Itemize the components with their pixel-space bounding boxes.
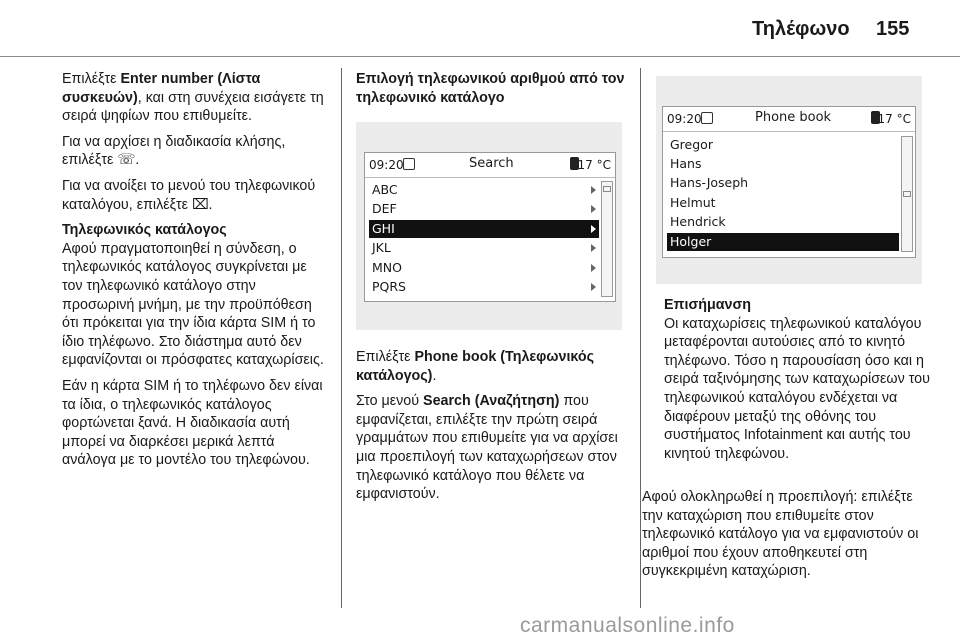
column-2	[356, 70, 626, 107]
column-1	[62, 70, 328, 477]
scrollbar[interactable]	[901, 136, 913, 252]
timer-icon	[701, 112, 713, 124]
phonebook-screen-header	[663, 107, 915, 132]
paragraph-open-phonebook: Για να ανοίξει το μενού του τηλεφωνικού καταλόγου, επιλέξτε ⌧.	[62, 177, 316, 213]
arrow-right-icon	[591, 244, 596, 252]
paragraph-enter-number: Επιλέξτε Enter number (Λίστα συσκευών), και στη συνέχεια εισάγετε τη σειρά ψηφίων που επιθυμείτε.	[62, 71, 324, 125]
scrollbar-thumb[interactable]	[603, 186, 611, 192]
page-title: Τηλέφωνο	[752, 18, 850, 40]
arrow-right-icon	[591, 205, 596, 213]
column-2-text	[356, 348, 628, 511]
search-screen-figure	[356, 122, 622, 330]
menu-label-search: Search (Αναζήτηση)	[423, 393, 560, 410]
contact-row-holger[interactable]: Holger	[667, 233, 899, 251]
section-heading-select-number: Επιλογή τηλεφωνικού αριθμού από τον τηλεφωνικό κατάλογο	[356, 71, 625, 106]
search-row-pqrs[interactable]: PQRS	[369, 278, 599, 296]
note-title: Επισήμανση	[664, 297, 751, 313]
search-row-abc[interactable]: ABC	[369, 181, 599, 199]
watermark: carmanualsonline.info	[520, 614, 735, 637]
screen-title: Search	[469, 156, 514, 171]
scrollbar[interactable]	[601, 181, 613, 297]
contact-row-helmut[interactable]: Helmut	[670, 195, 716, 210]
contact-row-gregor[interactable]: Gregor	[670, 137, 713, 152]
search-screen-header	[365, 153, 615, 178]
screen-title: Phone book	[755, 110, 832, 125]
arrow-right-icon	[591, 264, 596, 272]
paragraph-select-phonebook: Επιλέξτε Phone book (Τηλεφωνικός κατάλογος).	[356, 349, 595, 384]
search-row-mno[interactable]: MNO	[369, 259, 599, 277]
temperature: 17 °C	[577, 158, 611, 172]
header-rule	[0, 56, 960, 57]
paragraph-search-menu: Στο μενού Search (Αναζήτηση) που εμφανίζεται, επιλέξτε την πρώτη σειρά γραμμάτων που επιθυμείτε για να αρχίσει μια προεπιλογή των καταχωρήσεων στον τηλεφωνικό κατάλογο που θέλετε να εμφανιστούν.	[356, 393, 618, 503]
contact-row-hendrick[interactable]: Hendrick	[670, 214, 726, 229]
contact-row-hans[interactable]: Hans	[670, 156, 702, 171]
temperature: 17 °C	[877, 112, 911, 126]
clock-time: 09:20	[369, 158, 404, 172]
page-number: 155	[876, 18, 910, 40]
paragraph-reload: Εάν η κάρτα SIM ή το τηλέφωνο δεν είναι τα ίδια, ο τηλεφωνικός κατάλογος φορτώνεται ξανά. Η διαδικασία αυτή μπορεί να διαρκέσει μερικά λεπτά ανάλογα με το μοντέλο του τηλεφώνου.	[62, 377, 323, 469]
section-heading-phonebook: Τηλεφωνικός κατάλογος	[62, 222, 227, 239]
menu-label-phone-book: Phone book (Τηλεφωνικός κατάλογος)	[356, 349, 595, 384]
menu-label-enter-number: Enter number (Λίστα συσκευών)	[62, 71, 261, 106]
paragraph-dial: Για να αρχίσει η διαδικασία κλήσης, επιλέξτε ☏.	[62, 133, 286, 169]
search-row-ghi[interactable]: GHI	[369, 220, 599, 238]
phonebook-screen	[662, 106, 916, 258]
search-screen	[364, 152, 616, 302]
scrollbar-thumb[interactable]	[903, 191, 911, 197]
phonebook-screen-figure	[656, 76, 922, 284]
paragraph-after-preselection: Αφού ολοκληρωθεί η προεπιλογή: επιλέξτε την καταχώριση που επιθυμείτε στον τηλεφωνικό κατάλογο για να εμφανιστούν οι αριθμοί που έχουν αποθηκευτεί στη συγκεκριμένη καταχώριση.	[642, 489, 919, 580]
column-separator-1	[341, 68, 342, 608]
note-box	[664, 296, 932, 463]
timer-icon	[403, 158, 415, 170]
search-row-jkl[interactable]: JKL	[369, 239, 599, 257]
paragraph-sync: Αφού πραγματοποιηθεί η σύνδεση, ο τηλεφωνικός κατάλογος συγκρίνεται με τον τηλεφωνικό κατάλογο στην προσωρινή μνήμη, με την προϋπόθεση ότι πρόκειται για την ίδια κάρτα SIM ή το ίδιο τηλέφωνο. Στο διάστημα αυτό δεν εμφανίζονται οι πρόσφατες καταχωρίσεις.	[62, 240, 324, 369]
search-row-def[interactable]: DEF	[369, 200, 599, 218]
arrow-right-icon	[591, 225, 596, 233]
arrow-right-icon	[591, 283, 596, 291]
column-separator-2	[640, 68, 641, 608]
contact-row-hans-joseph[interactable]: Hans-Joseph	[670, 175, 749, 190]
note-text: Οι καταχωρίσεις τηλεφωνικού καταλόγου μεταφέρονται αυτούσιες από το κινητό τηλέφωνο. Τόσο η παρουσίαση όσο και η σειρά ταξινόμησης των καταχωρίσεων του τηλεφωνικού καταλόγου ενδέχεται να διαφέρουν μεταξύ της οθόνης του συστήματος Infotainment και αυτής του κινητού τηλεφώνου.	[664, 315, 930, 462]
clock-time: 09:20	[667, 112, 702, 126]
arrow-right-icon	[591, 186, 596, 194]
